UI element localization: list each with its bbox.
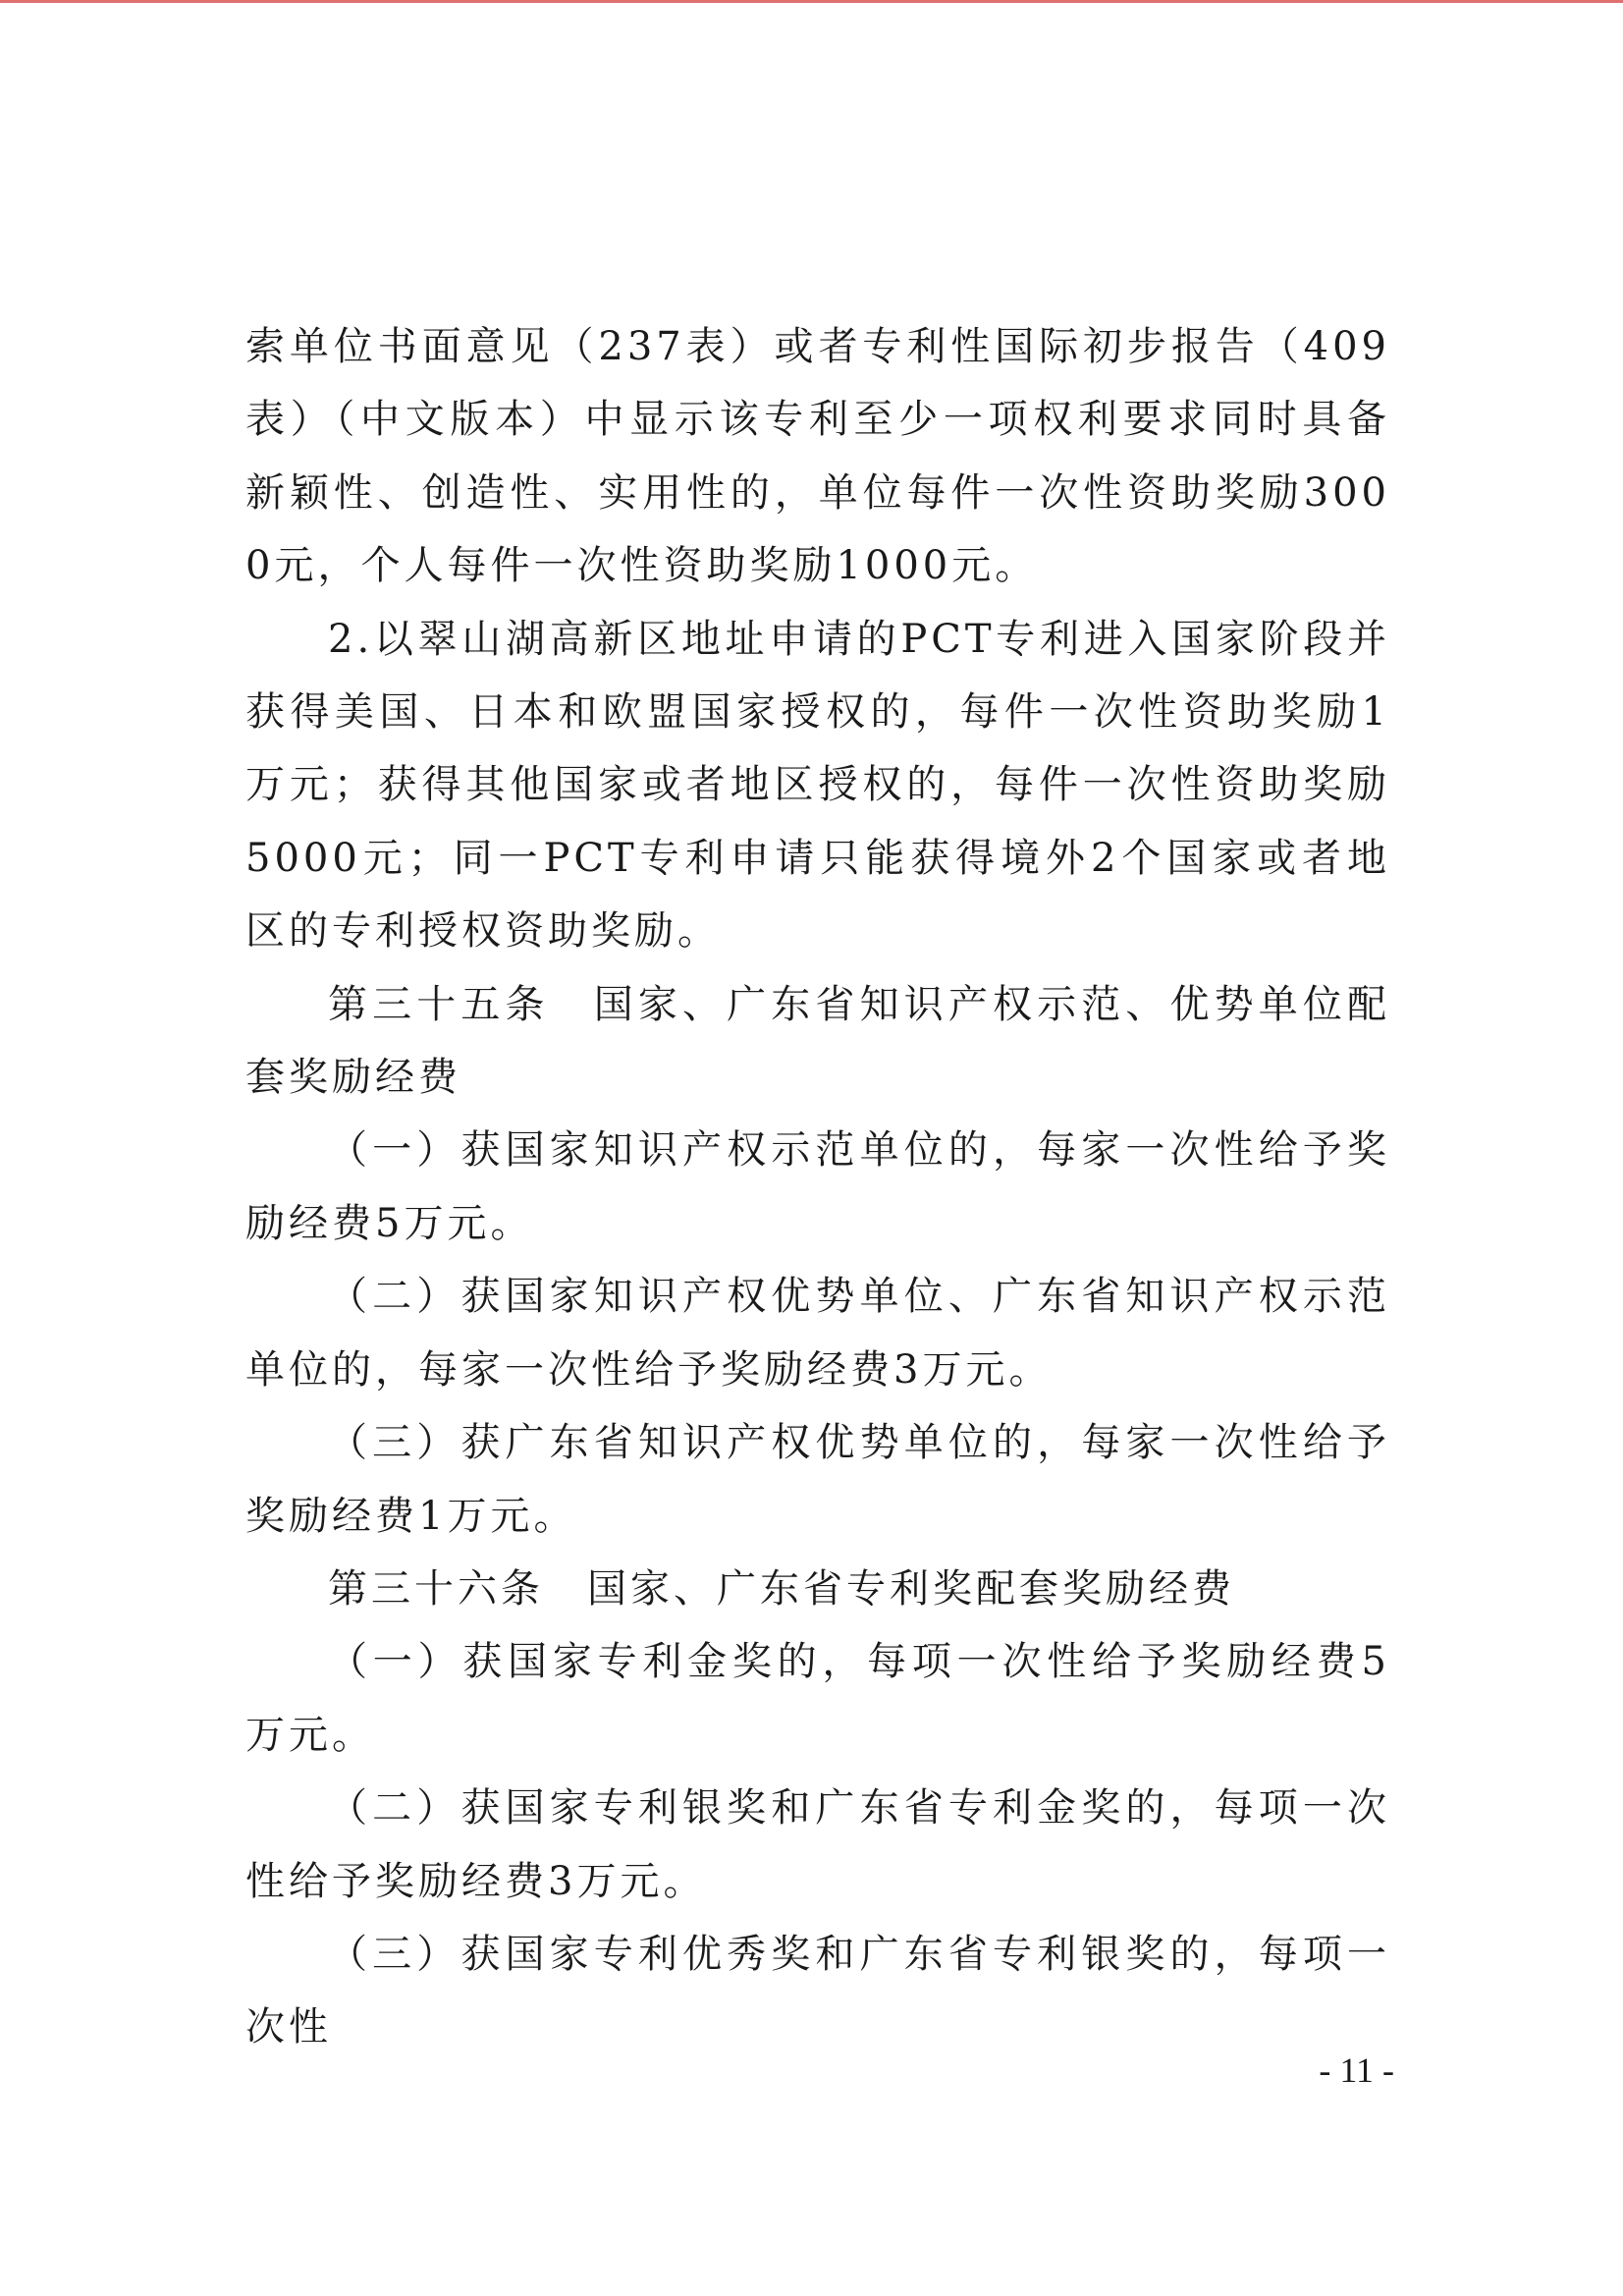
article-35-item-1: （一）获国家知识产权示范单位的，每家一次性给予奖励经费5万元。	[245, 1127, 1390, 1246]
article-35-heading: 第三十五条 国家、广东省知识产权示范、优势单位配套奖励经费	[245, 981, 1390, 1101]
article-36-heading: 第三十六条 国家、广东省专利奖配套奖励经费	[328, 1565, 1235, 1612]
article-36-item-3: （三）获国家专利优秀奖和广东省专利银奖的，每项一次性	[245, 1931, 1390, 2050]
paragraph-continuation-search-opinion: 索单位书面意见（237表）或者专利性国际初步报告（409表）（中文版本）中显示该专利至少一项权利要求同时具备新颖性、创造性、实用性的，单位每件一次性资助奖励3000元，个人每件一次性资助奖励1000元。	[245, 324, 1390, 589]
article-35-item-3: （三）获广东省知识产权优势单位的，每家一次性给予奖励经费1万元。	[245, 1420, 1390, 1539]
page-number: - 11 -	[1319, 2050, 1394, 2090]
paragraph-pct-national-phase: 2.以翠山湖高新区地址申请的PCT专利进入国家阶段并获得美国、日本和欧盟国家授权的，每件一次性资助奖励1万元；获得其他国家或者地区授权的，每件一次性资助奖励5000元；同一PCT专利申请只能获得境外2个国家或者地区的专利授权资助奖励。	[245, 616, 1390, 955]
article-36-item-1: （一）获国家专利金奖的，每项一次性给予奖励经费5万元。	[245, 1639, 1390, 1758]
article-35-item-2: （二）获国家知识产权优势单位、广东省知识产权示范单位的，每家一次性给予奖励经费3万元。	[245, 1274, 1390, 1393]
document-body	[245, 310, 1390, 2064]
top-edge-rule	[0, 0, 1623, 3]
article-36-item-2: （二）获国家专利银奖和广东省专利金奖的，每项一次性给予奖励经费3万元。	[245, 1785, 1390, 1904]
